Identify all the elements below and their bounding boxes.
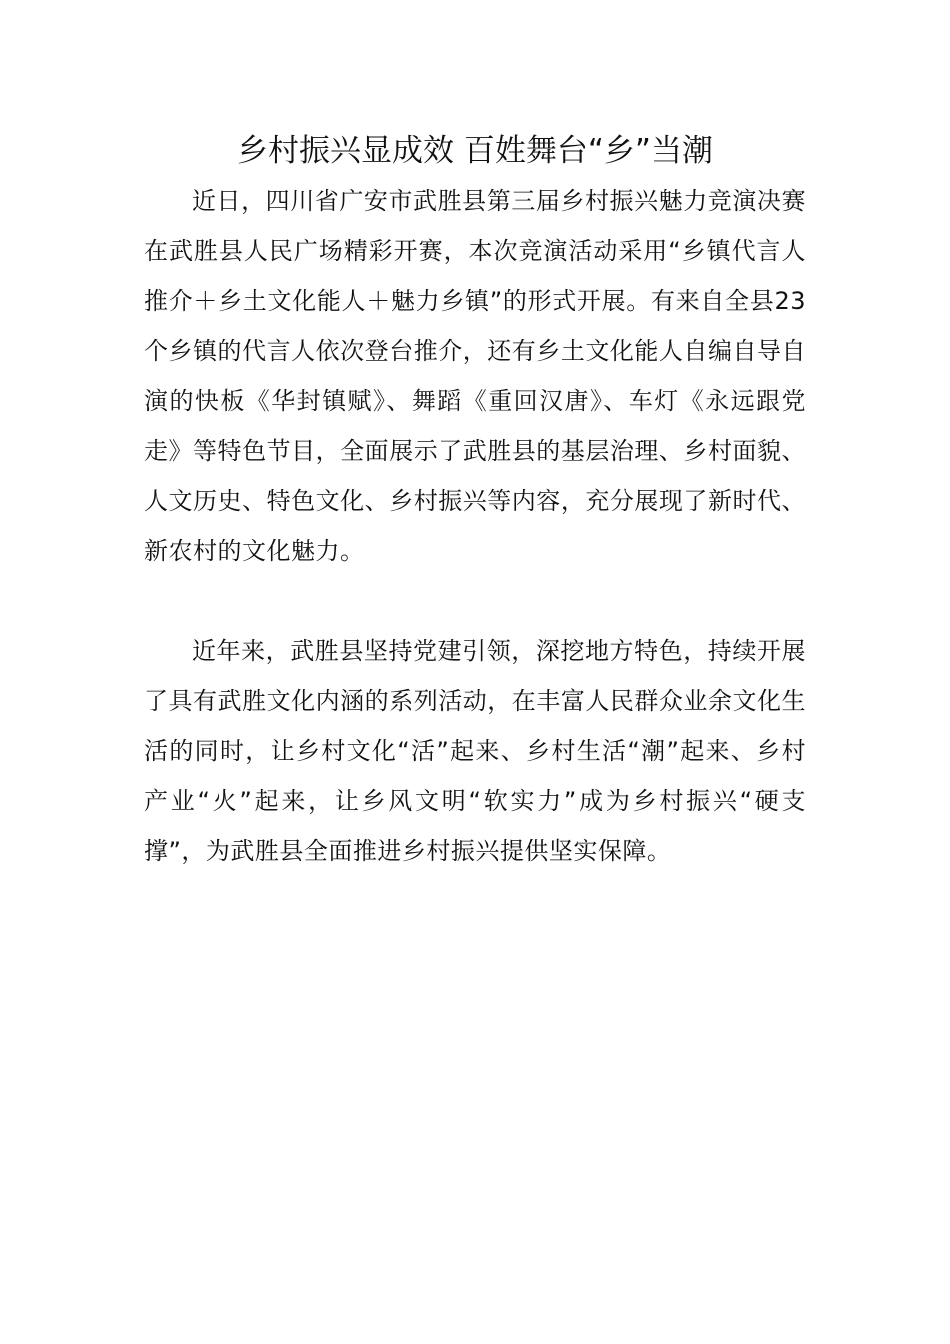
body-paragraph-block-2 (144, 626, 806, 876)
body-paragraph-1: 近日，四川省广安市武胜县第三届乡村振兴魅力竞演决赛在武胜县人民广场精彩开赛，本次竞演活动采用“乡镇代言人推介＋乡土文化能人＋魅力乡镇”的形式开展。有来自全县23个乡镇的代言人依次登台推介，还有乡土文化能人自编自导自演的快板《华封镇赋》、舞蹈《重回汉唐》、车灯《永远跟党走》等特色节目，全面展示了武胜县的基层治理、乡村面貌、人文历史、特色文化、乡村振兴等内容，充分展现了新时代、新农村的文化魅力。 (144, 187, 806, 565)
document-title: 乡村振兴显成效 百姓舞台“乡”当潮 (237, 133, 713, 169)
body-paragraph-2: 近年来，武胜县坚持党建引领，深挖地方特色，持续开展了具有武胜文化内涵的系列活动，在丰富人民群众业余文化生活的同时，让乡村文化“活”起来、乡村生活“潮”起来、乡村产业“火”起来，让乡风文明“软实力”成为乡村振兴“硬支撑”，为武胜县全面推进乡村振兴提供坚实保障。 (144, 637, 806, 865)
body-paragraph-block-1 (144, 176, 806, 576)
